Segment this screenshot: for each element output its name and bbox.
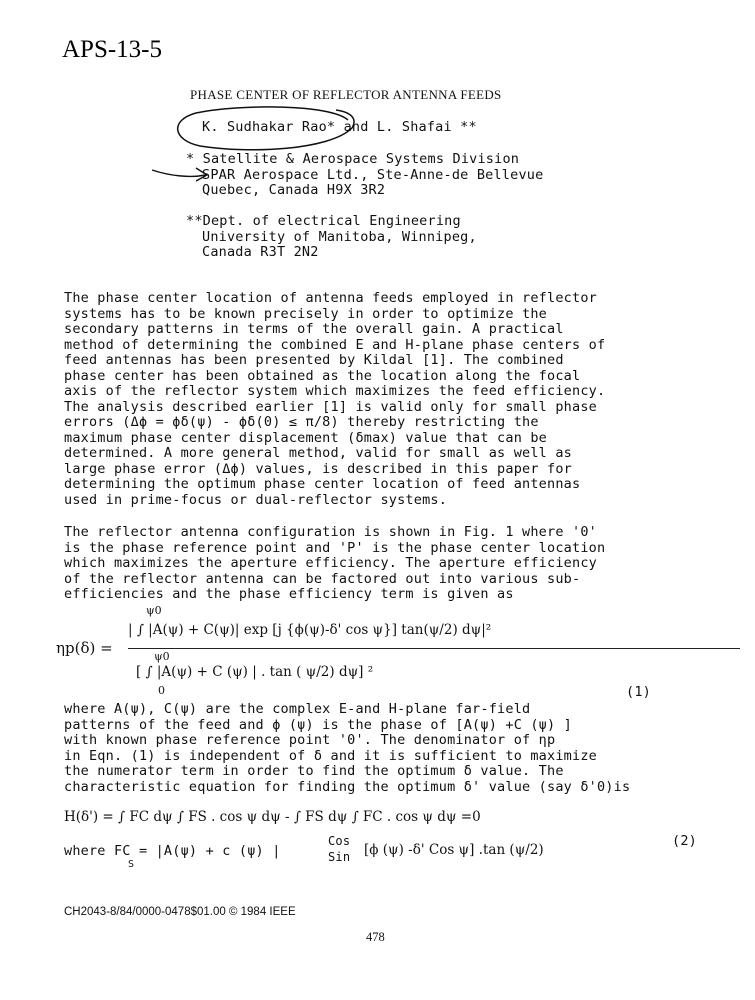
text-line: where A(ψ), C(ψ) are the complex E-and H-plane far-field [64, 701, 531, 717]
text-line: of the reflector antenna can be factored out into various sub- [64, 570, 581, 587]
eq1-denominator: [ ∫ |A(ψ) + C (ψ) | . tan ( ψ/2) dψ] ² [136, 664, 374, 680]
text-line: The reflector antenna configuration is shown in Fig. 1 where '0' [64, 524, 597, 540]
eq1-fraction-bar [128, 648, 740, 649]
paragraph-characteristic [64, 702, 630, 795]
text-line: large phase error (Δϕ) values, is described in this paper for [64, 460, 572, 477]
eq2-subscript: S [128, 859, 135, 870]
affiliation-2-line1: **Dept. of electrical Engineering [186, 213, 461, 229]
eq1-number: (1) [626, 684, 651, 700]
text-line: which maximizes the aperture efficiency. The aperture efficiency [64, 555, 597, 571]
text-line: phase center has been obtained as the location along the focal [64, 367, 581, 384]
paper-title: PHASE CENTER OF REFLECTOR ANTENNA FEEDS [190, 87, 502, 102]
eq2-argument: [ϕ (ψ) -δ' Cos ψ] .tan (ψ/2) [364, 842, 544, 858]
text-line: The analysis described earlier [1] is valid only for small phase [64, 398, 597, 415]
eq2-sin: Sin [328, 850, 351, 864]
text-line: with known phase reference point '0'. The denominator of ηp [64, 732, 556, 748]
page-number: 478 [366, 930, 385, 944]
affiliation-1-line2: SPAR Aerospace Ltd., Ste-Anne-de Bellevue [202, 167, 544, 183]
text-line: in Eqn. (1) is independent of δ and it is sufficient to maximize [64, 747, 597, 764]
eq1-upper-limit-denominator: ψ0 [154, 650, 170, 663]
affiliation-2-line2: University of Manitoba, Winnipeg, [202, 229, 477, 245]
text-line: efficiencies and the phase efficiency term is given as [64, 586, 514, 602]
text-line: maximum phase center displacement (δmax) value that can be [64, 429, 548, 446]
affiliation-1-line3: Quebec, Canada H9X 3R2 [202, 182, 386, 198]
text-line: used in prime-focus or dual-reflector systems. [64, 491, 448, 508]
eq1-lhs: ηp(δ) = [56, 639, 113, 657]
text-line: determining the optimum phase center location of feed antennas [64, 476, 581, 492]
paragraph-configuration [64, 525, 605, 603]
eq2-characteristic: H(δ') = ∫ FC dψ ∫ FS . cos ψ dψ - ∫ FS dψ ∫ FC . cos ψ dψ =0 [64, 809, 481, 825]
eq2-cos: Cos [328, 834, 351, 848]
text-line: The phase center location of antenna feeds employed in reflector [64, 290, 597, 306]
paragraph-intro [64, 291, 605, 508]
eq2-where: where FC = |A(ψ) + c (ψ) | [64, 843, 281, 859]
text-line: method of determining the combined E and H-plane phase centers of [64, 336, 606, 353]
eq1-upper-limit: ψ0 [146, 604, 162, 617]
eq1-numerator: | ∫ |A(ψ) + C(ψ)| exp [j {ϕ(ψ)-δ' cos ψ}] tan(ψ/2) dψ|² [128, 622, 492, 638]
text-line: systems has to be known precisely in order to optimize the [64, 305, 548, 322]
eq1-lower-limit: 0 [158, 684, 165, 697]
text-line: feed antennas has been presented by Kildal [1]. The combined [64, 352, 564, 368]
affiliation-1-line1: * Satellite & Aerospace Systems Division [186, 151, 520, 167]
text-line: patterns of the feed and ϕ (ψ) is the phase of [A(ψ) +C (ψ) ] [64, 716, 572, 733]
affiliation-2-line3: Canada R3T 2N2 [202, 244, 319, 260]
eq2-number: (2) [672, 833, 697, 849]
text-line: characteristic equation for finding the optimum δ' value (say δ'0)is [64, 778, 631, 795]
text-line: is the phase reference point and 'P' is the phase center location [64, 539, 606, 556]
text-line: determined. A more general method, valid for small as well as [64, 445, 572, 461]
authors: K. Sudhakar Rao* and L. Shafai ** [202, 119, 477, 135]
paper-code: APS-13-5 [62, 36, 163, 63]
text-line: secondary patterns in terms of the overall gain. A practical [64, 321, 564, 337]
text-line: axis of the reflector system which maximizes the feed efficiency. [64, 383, 606, 399]
copyright-footer: CH2043-8/84/0000-0478$01.00 © 1984 IEEE [64, 906, 296, 918]
text-line: errors (Δϕ = ϕδ(ψ) - ϕδ(0) ≤ π/8) thereby restricting the [64, 414, 539, 430]
text-line: the numerator term in order to find the optimum δ value. The [64, 763, 564, 779]
